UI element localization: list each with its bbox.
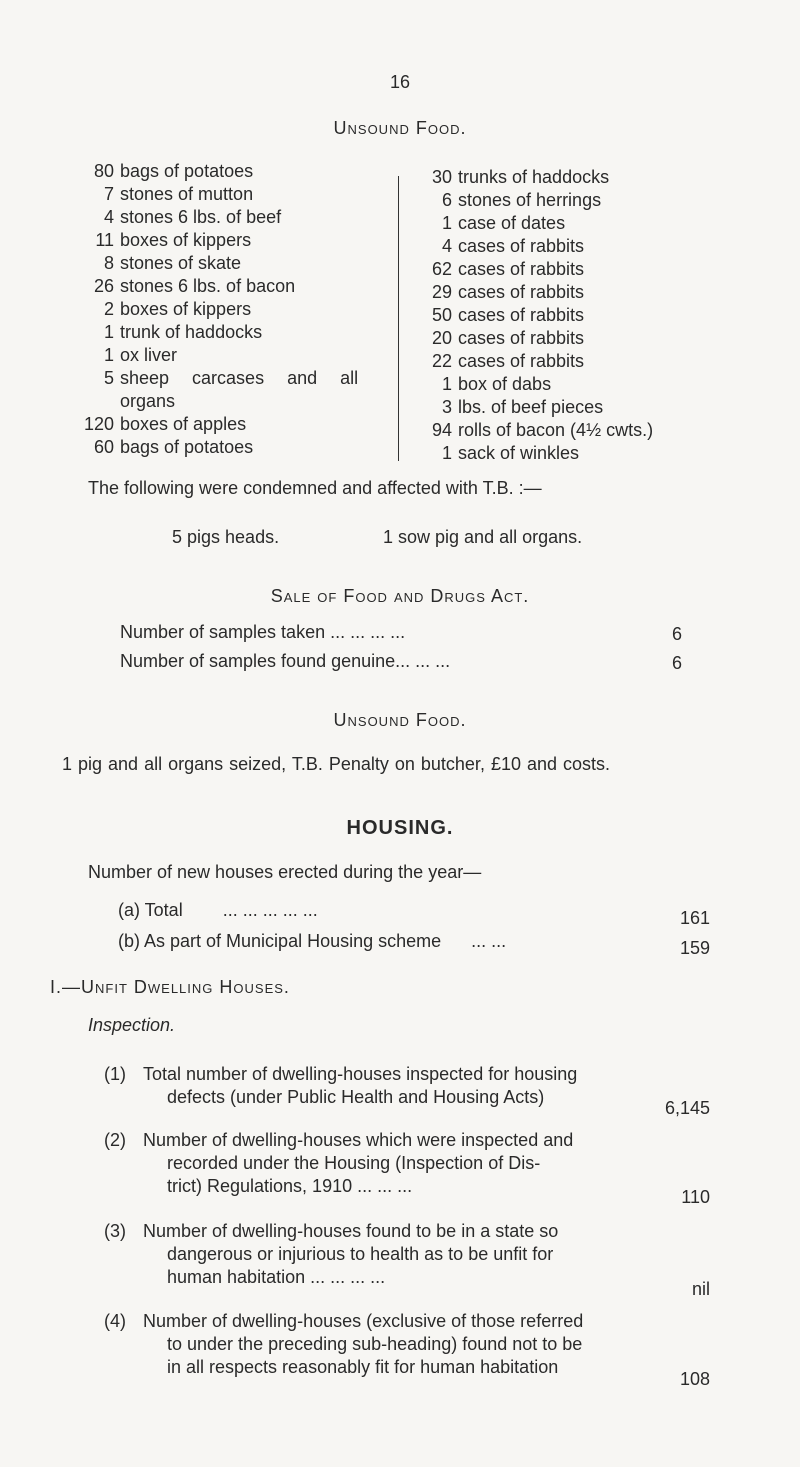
list-item: 6 stones of herrings — [441, 190, 602, 210]
list-item: 1 box of dabs — [441, 374, 552, 394]
column-divider — [398, 176, 399, 461]
unfit-dwelling-heading: I.—Unfit Dwelling Houses. — [50, 977, 290, 997]
list-item: 60 bags of potatoes — [93, 437, 254, 457]
list-item: 11 boxes of kippers — [95, 230, 252, 250]
list-item: 1 sack of winkles — [441, 443, 580, 463]
table-row: (a) Total ... ... ... ... ... — [118, 900, 318, 920]
unsound-food-heading: Unsound Food. — [333, 118, 467, 138]
list-item: 8 stones of skate — [103, 253, 242, 273]
table-value: 6 — [671, 624, 682, 644]
list-item: 50 cases of rabbits — [431, 305, 585, 325]
housing-heading: HOUSING. — [346, 817, 454, 839]
list-item: 1 ox liver — [103, 345, 178, 365]
list-item: 22 cases of rabbits — [431, 351, 585, 371]
table-value: 161 — [679, 908, 710, 928]
sale-of-food-heading: Sale of Food and Drugs Act. — [270, 586, 530, 606]
unsound-food-note: 1 pig and all organs seized, T.B. Penalty on butcher, £10 and costs. — [62, 754, 611, 774]
list-item: 4 cases of rabbits — [441, 236, 585, 256]
tb-intro: The following were condemned and affected with T.B. :— — [88, 478, 542, 498]
tb-item-left: 5 pigs heads. — [172, 527, 280, 547]
list-item: organs — [120, 391, 176, 411]
list-item: 26 stones 6 lbs. of bacon — [93, 276, 296, 296]
inspection-label: Inspection. — [88, 1015, 176, 1035]
list-item: 62 cases of rabbits — [431, 259, 585, 279]
table-value: 6 — [671, 653, 682, 673]
list-item: 20 cases of rabbits — [431, 328, 585, 348]
list-item: 120 boxes of apples — [83, 414, 247, 434]
list-item: 1 trunk of haddocks — [103, 322, 263, 342]
table-row: (b) As part of Municipal Housing scheme ... ... — [118, 931, 507, 951]
new-houses-intro: Number of new houses erected during the year— — [88, 862, 482, 882]
page-number: 16 — [389, 72, 411, 92]
list-item: 3 lbs. of beef pieces — [441, 397, 604, 417]
list-item: 1 case of dates — [441, 213, 566, 233]
list-item: 80 bags of potatoes — [93, 161, 254, 181]
tb-item-right: 1 sow pig and all organs. — [383, 527, 583, 547]
unsound-food-heading-2: Unsound Food. — [333, 710, 467, 730]
list-item: 7 stones of mutton — [103, 184, 254, 204]
list-item: 4 stones 6 lbs. of beef — [103, 207, 282, 227]
list-item: 29 cases of rabbits — [431, 282, 585, 302]
table-row: Number of samples found genuine... ... ... — [120, 651, 451, 671]
list-item: 2 boxes of kippers — [103, 299, 252, 319]
list-item: 94 rolls of bacon (4½ cwts.) — [431, 420, 654, 440]
list-item: 5 sheep carcases and all — [103, 368, 359, 388]
table-value: 159 — [679, 938, 710, 958]
list-item: 30 trunks of haddocks — [431, 167, 610, 187]
table-row: Number of samples taken ... ... ... ... — [120, 622, 406, 642]
